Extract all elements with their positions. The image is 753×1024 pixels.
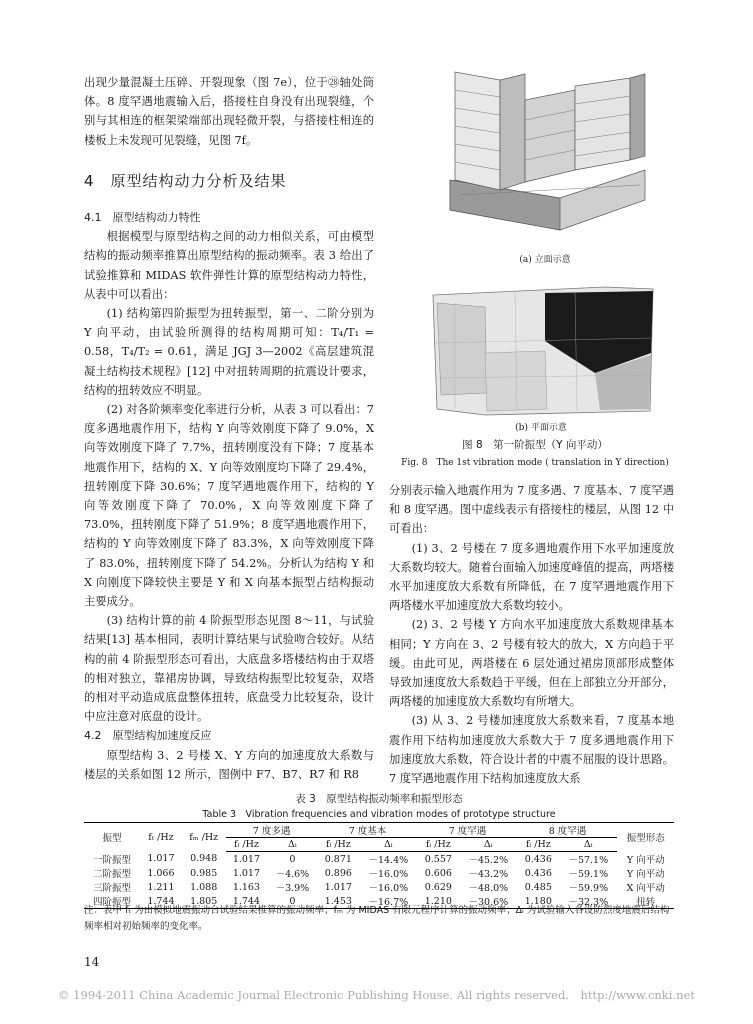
top-paragraph: 出现少量混凝土压碎、开裂现象（图 7e），位于㉘轴处筒体。8 度罕遇地震输入后，搭接柱自身没有出现裂缝，个别与其相连的框架梁端部出现轻微开裂，与搭接柱相连的楼板上未发现可见裂缝，见图 7f。 <box>84 76 374 147</box>
table-cell: 1.210 <box>418 894 460 909</box>
table-cell: 1.211 <box>147 881 175 893</box>
table-cell: 0.485 <box>524 881 552 893</box>
table-cell: 0.948 <box>190 853 218 865</box>
right-paragraph-continued: 分别表示输入地震作用为 7 度多遇、7 度基本、7 度罕遇和 8 度罕遇。图中虚线表示有搭接柱的楼层，从图 12 中可看出： <box>389 484 674 536</box>
table-row <box>84 866 674 880</box>
table-cell: －4.6% <box>275 869 310 880</box>
table-cell: －48.0% <box>468 883 509 894</box>
table-cell: 1.017 <box>232 867 261 879</box>
table-subheader-fi: fᵢ /Hz <box>226 838 268 852</box>
table-cell: 1.017 <box>147 853 175 865</box>
figure-8a-caption: (a) 立面示意 <box>519 255 571 265</box>
table-cell: 0.896 <box>324 867 352 879</box>
table-row <box>84 852 674 867</box>
table-cell: 1.180 <box>517 894 559 909</box>
table-cell: －3.9% <box>275 883 310 894</box>
left-column-body <box>84 208 374 784</box>
table-cell: 三阶振型 <box>93 883 132 894</box>
table-cell: X 向平动 <box>626 883 665 894</box>
table-cell: Y 向平动 <box>626 869 665 880</box>
table-cell: －16.0% <box>368 869 409 880</box>
table-cell: 1.744 <box>140 894 182 909</box>
table-cell: －57.1% <box>568 855 609 866</box>
table-cell: －59.9% <box>568 883 609 894</box>
table-subheader-delta: Δᵢ <box>559 838 617 852</box>
right-paragraph-item-3: (3) 从 3、2 号楼加速度放大系数来看，7 度基本地震作用下结构加速度放大系数大于 7 度多遇地震作用下加速度放大系数，符合设计者的中震不屈服的设计思路。7 度罕遇地震作用下结构加速度放大系 <box>389 714 674 786</box>
table-cell: 1.453 <box>318 894 360 909</box>
figure-8a-elevation-image <box>440 60 650 242</box>
page-number: 14 <box>84 955 100 969</box>
table-cell: 二阶振型 <box>93 869 132 880</box>
right-paragraph-item-1: (1) 3、2 号楼在 7 度多遇地震作用下水平加速度放大系数均较大。随着台面输入加速度峰值的提高，两塔楼水平加速度放大系数有所降低，在 7 度罕遇地震作用下两塔楼水平加速度放大系数均较小。 <box>389 541 674 613</box>
table-3-title-en: Table 3 Vibration frequencies and vibration modes of prototype structure <box>202 809 556 820</box>
section-title: 4 原型结构动力分析及结果 <box>84 172 287 190</box>
table-cell: 1.088 <box>190 881 218 893</box>
table-row <box>84 880 674 894</box>
table-cell: 一阶振型 <box>93 854 132 866</box>
table-header-shape: 振型形态 <box>617 823 674 852</box>
paragraph-item-1: (1) 结构第四阶振型为扭转振型，第一、二阶分别为 Y 向平动，由试验所测得的结构周期可知：T₄/T₁ = 0.58，T₄/T₂ = 0.61，满足 JGJ 3—2002《高层建筑混凝土结构技术规程》[12] 中对扭转周期的抗震设计要求，结构的扭转效应不明显。 <box>84 307 374 397</box>
table-3-title-zh: 表 3 原型结构振动频率和振型形态 <box>295 793 463 805</box>
table-cell: 0.629 <box>424 881 452 893</box>
table-3 <box>84 822 674 909</box>
table-header-group-3: 7 度罕遇 <box>418 823 518 838</box>
table-cell: 0.436 <box>524 867 552 879</box>
table-cell: Y 向平动 <box>626 854 665 866</box>
table-subheader-fi: fᵢ /Hz <box>318 838 360 852</box>
figure-8-title-zh: 图 8 第一阶振型（Y 向平动） <box>462 439 608 451</box>
paragraph-4-2: 原型结构 3、2 号楼 X、Y 方向的加速度放大系数与楼层的关系如图 12 所示，图例中 F7、B7、R7 和 R8 <box>84 748 374 781</box>
table-subheader-delta: Δᵢ <box>359 838 417 852</box>
table-cell: 0 <box>267 894 317 909</box>
paragraph-item-3: (3) 结构计算的前 4 阶振型形态见图 8～11，与试验结果[13] 基本相同，表明计算结果与试验吻合较好。从结构的前 4 阶振型形态可看出，大底盘多塔楼结构由于双塔的相对独立，靠裙房协调，导致结构振型比较复杂，双塔的相对平动造成底盘整体扭转，底盘受力比较复杂，设计中应注意对底盘的设计。 <box>84 614 374 724</box>
table-cell: 1.163 <box>232 881 261 893</box>
table-cell: －32.3% <box>559 894 617 909</box>
table-cell: 1.017 <box>324 881 352 893</box>
table-cell: 扭转 <box>617 894 674 909</box>
table-3-note: 注：表中 fₜ 为由模拟地震振动台试验结果推算的振动频率；fₘ 为 MIDAS 有限元程序计算的振动频率；Δᵢ 为试验输入各设防烈度地震后结构频率相对初始频率的变化率。 <box>84 905 670 932</box>
paragraph-4-1-intro: 根据模型与原型结构之间的动力相似关系，可由模型结构的振动频率推算出原型结构的振动频率。表 3 给出了试验推算和 MIDAS 软件弹性计算的原型结构动力特性，从表中可以看出： <box>84 230 374 301</box>
table-header-group-2: 7 度基本 <box>318 823 418 838</box>
table-cell: 四阶振型 <box>84 894 140 909</box>
table-subheader-delta: Δᵢ <box>459 838 517 852</box>
figure-8-title-en: Fig. 8 The 1st vibration mode ( translation in Y direction) <box>401 458 669 468</box>
copyright-footer: © 1994-2011 China Academic Journal Electronic Publishing House. All rights reserved. http://www.cnki.net <box>58 988 695 1002</box>
table-header-group-4: 8 度罕遇 <box>517 823 617 838</box>
left-column <box>84 73 374 150</box>
table-cell: 1.744 <box>226 894 268 909</box>
subsection-4-2-heading: 4.2 原型结构加速度反应 <box>84 729 212 743</box>
table-cell: 0.871 <box>324 853 352 865</box>
table-cell: 0 <box>289 853 296 865</box>
table-cell: 1.805 <box>182 894 226 909</box>
table-cell: 0.985 <box>190 867 218 879</box>
table-cell: －30.6% <box>459 894 517 909</box>
table-cell: －16.7% <box>359 894 417 909</box>
table-cell: 1.017 <box>232 853 261 865</box>
table-cell: －59.1% <box>568 869 609 880</box>
table-header-mode: 振型 <box>84 823 140 852</box>
figure-8b-caption: (b) 平面示意 <box>515 423 567 433</box>
table-cell: －16.0% <box>368 883 409 894</box>
table-cell: 0.606 <box>424 867 452 879</box>
table-cell: 1.066 <box>147 867 175 879</box>
table-header-group-1: 7 度多遇 <box>226 823 318 838</box>
paragraph-item-2: (2) 对各阶频率变化率进行分析，从表 3 可以看出：7 度多遇地震作用下，结构 Y 向等效刚度下降了 9.0%，X 向等效刚度下降了 7.7%，扭转刚度没有下降；7 度基本地震作用下，结构的 X、Y 向等效刚度均下降了 29.4%，扭转刚度下降 30.6%；7 度罕遇地震作用下，结构的 Y 向等效刚度下降了 70.0%，X 向等效刚度下降了 73.0%，扭转刚度下降了 51.9%；8 度罕遇地震作用下，结构的 Y 向等效刚度下降了 83.3%，X 向等效刚度下降了 83.0%，扭转刚度下降了 54.2%。分析认为结构 Y 和 X 向刚度下降较快主要是 Y 和 X 向基本振型占结构振动主要成分。 <box>84 403 374 609</box>
table-header-fm: fₘ /Hz <box>182 823 226 852</box>
table-subheader-fi: fᵢ /Hz <box>517 838 559 852</box>
table-cell: 0.436 <box>524 853 552 865</box>
table-subheader-delta: Δᵢ <box>267 838 317 852</box>
figure-8b-plan-image <box>425 283 657 418</box>
table-cell: －45.2% <box>468 855 509 866</box>
subsection-4-1-heading: 4.1 原型结构动力特性 <box>84 211 201 224</box>
table-subheader-fi: fᵢ /Hz <box>418 838 460 852</box>
right-paragraph-item-2: (2) 3、2 号楼 Y 方向水平加速度放大系数规律基本相同；Y 方向在 3、2 号楼有较大的放大，X 方向趋于平缓。由此可见，两塔楼在 6 层处通过裙房顶部形成整体导致加速度放大系数趋于平缓，但在上部独立分开部分，两塔楼的加速度放大系数均有所增大。 <box>389 618 674 709</box>
table-cell: －14.4% <box>368 855 409 866</box>
table-cell: －43.2% <box>468 869 509 880</box>
right-column <box>389 481 674 788</box>
table-header-ft: fₜ /Hz <box>140 823 182 852</box>
table-cell: 0.557 <box>424 853 452 865</box>
